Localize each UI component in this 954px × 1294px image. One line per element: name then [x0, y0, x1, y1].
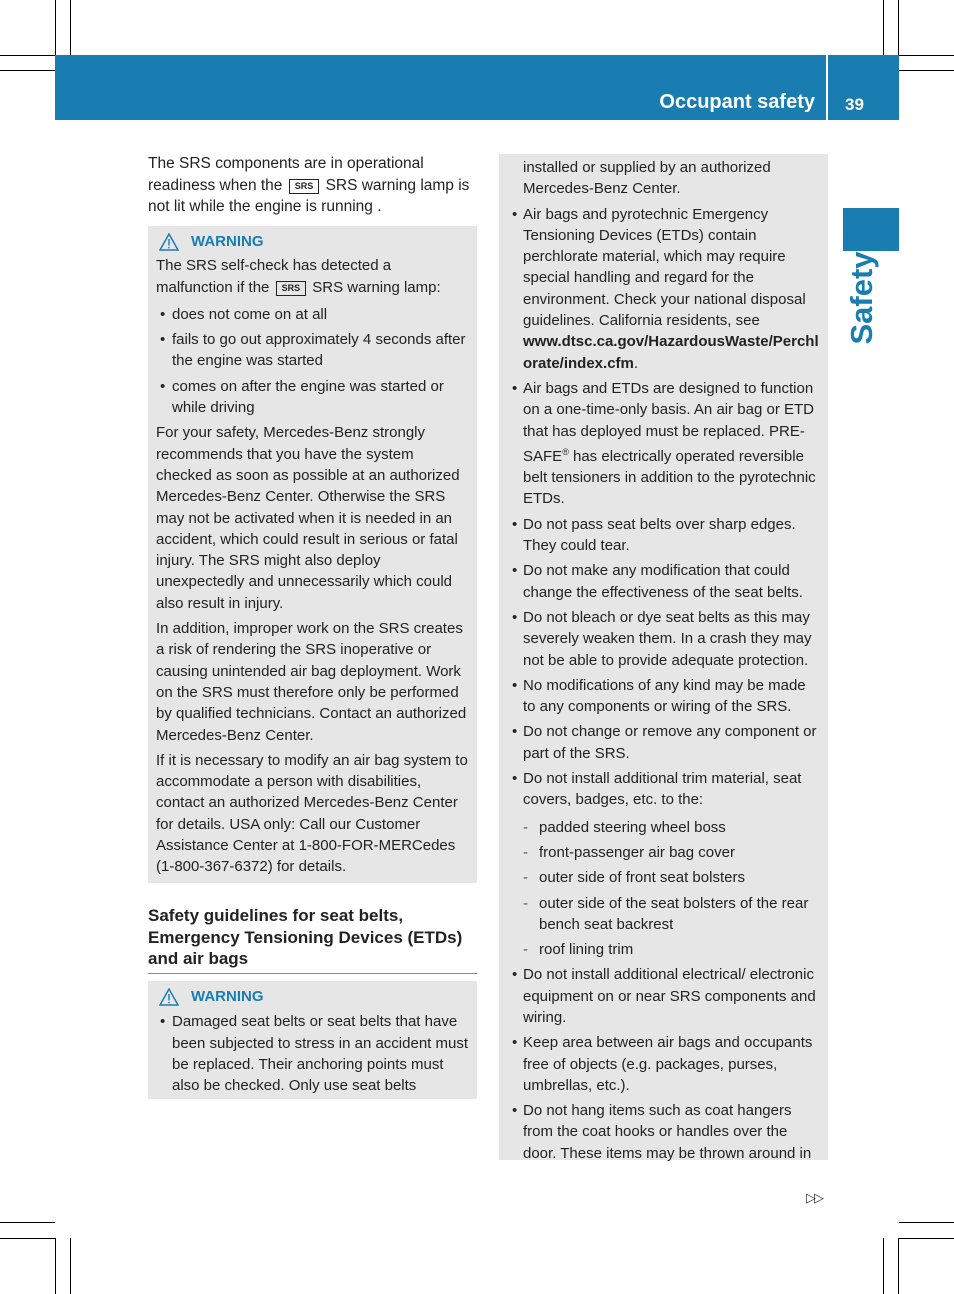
- right-bullets: [515, 204, 820, 1164]
- section-title: Occupant safety: [659, 91, 815, 113]
- warning-triangle-icon: [159, 233, 179, 251]
- disposal-link[interactable]: www.dtsc.ca.gov/HazardousWaste/Perchlorate/index.cfm: [523, 333, 819, 372]
- crop-mark: [883, 1238, 884, 1294]
- srs-badge-icon: SRS: [276, 281, 307, 296]
- list-item: • Do not make any modification that could change the effectiveness of the seat belts.: [515, 560, 820, 603]
- crop-mark: [883, 0, 884, 55]
- crop-mark: [899, 55, 954, 56]
- dash-item: - outer side of the seat bolsters of the rear bench seat backrest: [523, 893, 820, 936]
- warning-header: [156, 986, 469, 1007]
- crop-mark: [899, 1222, 954, 1223]
- list-item: • Do not change or remove any component or part of the SRS.: [515, 721, 820, 764]
- side-label: Safety: [844, 251, 879, 345]
- crop-mark: [899, 70, 954, 71]
- list-item: • Do not hang items such as coat hangers from the coat hooks or handles over the door. These items may be thrown around in: [515, 1100, 820, 1164]
- section-heading: Safety guidelines for seat belts, Emergency Tensioning Devices (ETDs) and air bags: [148, 905, 477, 974]
- warning-lead: [156, 255, 469, 298]
- bullet-text: Air bags and ETDs are designed to function on a one-time-only basis. An air bag or ETD that has deployed must be replaced. PRE-SAFE: [523, 379, 814, 465]
- crop-mark: [899, 1238, 954, 1239]
- continue-arrows-icon: ▷▷: [806, 1190, 822, 1205]
- dash-item: - roof lining trim: [523, 939, 820, 960]
- warning-box-continued: [499, 154, 828, 1160]
- list-item: • fails to go out approximately 4 seconds after the engine was started: [156, 329, 469, 372]
- crop-mark: [0, 70, 55, 71]
- warning-bullets: [156, 1011, 469, 1096]
- list-item: [515, 378, 820, 510]
- list-item: [515, 768, 820, 960]
- header-divider: [826, 55, 828, 120]
- bullet-text: Air bags and pyrotechnic Emergency Tensioning Devices (ETDs) contain perchlorate material, which may require special handling and regard for the environment. Check your national disposal guidelines. California residents, see: [523, 205, 806, 330]
- dash-item: - front-passenger air bag cover: [523, 842, 820, 863]
- warning-paragraph: For your safety, Mercedes-Benz strongly recommends that you have the system checked as soon as possible at an authorized Mercedes-Benz Center. Otherwise the SRS may not be activated when it is needed in an accident, which could result in serious or fatal injury. The SRS might also deploy unexpectedly and unnecessarily which could also result in injury.: [156, 424, 460, 612]
- registered-mark: ®: [562, 446, 569, 457]
- warning-label: WARNING: [191, 988, 264, 1005]
- crop-mark: [55, 0, 56, 55]
- intro-paragraph: [148, 153, 478, 218]
- page-header: [55, 55, 899, 120]
- warning-bullets: [156, 304, 469, 418]
- warning-label: WARNING: [191, 233, 264, 250]
- bullet-text: .: [633, 354, 639, 372]
- bullet-text: Do not install additional trim material, seat covers, badges, etc. to the:: [523, 770, 802, 809]
- warning-lead-pre: The SRS self-check has detected a malfunction if the: [156, 257, 392, 296]
- crop-mark: [70, 0, 71, 55]
- list-item: • Do not pass seat belts over sharp edges. They could tear.: [515, 514, 820, 557]
- list-item: • Keep area between air bags and occupants free of objects (e.g. packages, purses, umbrellas, etc.).: [515, 1032, 820, 1096]
- crop-mark: [898, 1238, 899, 1294]
- crop-mark: [0, 1238, 55, 1239]
- warning-box: [148, 981, 477, 1099]
- srs-badge-icon: SRS: [289, 179, 320, 194]
- dash-item: - padded steering wheel boss: [523, 817, 820, 838]
- dash-list: [523, 817, 820, 961]
- warning-lead-post: SRS warning lamp:: [312, 278, 441, 296]
- list-item: • Do not bleach or dye seat belts as this may severely weaken them. In a crash they may not be able to provide adequate protection.: [515, 607, 820, 671]
- crop-mark: [0, 1222, 55, 1223]
- warning-box: [148, 226, 477, 883]
- crop-mark: [0, 55, 55, 56]
- continuation-text: installed or supplied by an authorized Mercedes-Benz Center.: [523, 159, 771, 198]
- warning-header: [156, 231, 469, 252]
- right-content: [499, 154, 828, 1164]
- crop-mark: [55, 1238, 56, 1294]
- list-item: • No modifications of any kind may be made to any components or wiring of the SRS.: [515, 675, 820, 718]
- intro-text-post: SRS warning lamp is not lit while the engine is running .: [148, 176, 470, 215]
- warning-paragraph: If it is necessary to modify an air bag system to accommodate a person with disabilities, contact an authorized Mercedes-Benz Center for details. USA only: Call our Customer Assistance Center at 1-800-FOR-MERCedes (1-800-367-6372) for details.: [156, 751, 468, 876]
- list-item: • comes on after the engine was started or while driving: [156, 376, 469, 419]
- list-item: • Damaged seat belts or seat belts that have been subjected to stress in an accident must be replaced. Their anchoring points must also be checked. Only use seat belts: [156, 1011, 469, 1096]
- crop-mark: [898, 0, 899, 55]
- list-item: [515, 204, 820, 374]
- crop-mark: [70, 1238, 71, 1294]
- bullet-text: has electrically operated reversible belt tensioners in addition to the pyrotechnic ETDs.: [523, 447, 816, 508]
- intro-text-pre: The SRS components are in operational readiness when the: [148, 155, 424, 194]
- warning-triangle-icon: [159, 988, 179, 1006]
- dash-item: - outer side of front seat bolsters: [523, 867, 820, 888]
- list-item: • does not come on at all: [156, 304, 469, 325]
- page-number: 39: [845, 95, 864, 114]
- warning-paragraph: In addition, improper work on the SRS creates a risk of rendering the SRS inoperative or causing unintended air bag deployment. Work on the SRS must therefore only be performed by qualified technicians. Contact an authorized Mercedes-Benz Center.: [156, 620, 467, 744]
- list-item: • Do not install additional electrical/ electronic equipment on or near SRS components and wiring.: [515, 964, 820, 1028]
